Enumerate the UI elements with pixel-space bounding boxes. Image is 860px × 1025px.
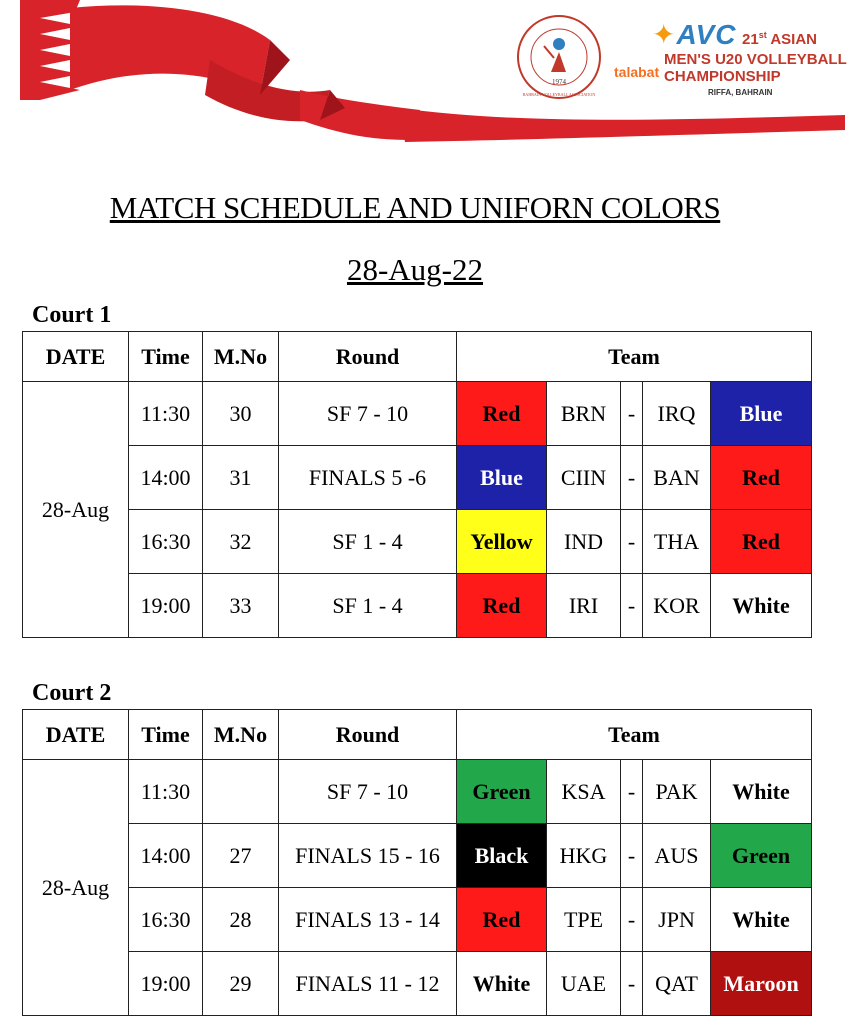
match-no-cell: 32 [203, 510, 279, 574]
team2-cell: THA [643, 510, 711, 574]
separator-cell: - [621, 446, 643, 510]
association-logo-icon [516, 14, 602, 100]
team1-cell: TPE [547, 888, 621, 952]
time-cell: 19:00 [129, 574, 203, 638]
time-cell: 19:00 [129, 952, 203, 1016]
court-1-table [22, 331, 812, 638]
table-row [23, 574, 812, 638]
svg-text:BAHRAIN VOLLEYBALL ASSOCIATION: BAHRAIN VOLLEYBALL ASSOCIATION [522, 92, 596, 97]
match-no-cell: 27 [203, 824, 279, 888]
page-title: MATCH SCHEDULE AND UNIFORN COLORS [109, 190, 721, 225]
table-row [23, 446, 812, 510]
separator-cell: - [621, 382, 643, 446]
ribbon-tail [400, 108, 845, 142]
team1-cell: IND [547, 510, 621, 574]
col-team: Team [457, 332, 812, 382]
separator-cell: - [621, 888, 643, 952]
team2-cell: AUS [643, 824, 711, 888]
time-cell: 16:30 [129, 888, 203, 952]
round-cell: SF 7 - 10 [279, 382, 457, 446]
table-row [23, 510, 812, 574]
time-cell: 11:30 [129, 382, 203, 446]
match-no-cell: 33 [203, 574, 279, 638]
team1-color-cell: Black [457, 824, 547, 888]
championship-line-1: MEN'S U20 VOLLEYBALL [664, 51, 847, 68]
table-row [23, 760, 812, 824]
team2-color-cell: Red [711, 510, 812, 574]
team2-color-cell: White [711, 888, 812, 952]
avc-logo: ✦AVC [652, 19, 737, 50]
separator-cell: - [621, 760, 643, 824]
round-cell: FINALS 13 - 14 [279, 888, 457, 952]
team1-cell: BRN [547, 382, 621, 446]
team1-color-cell: Red [457, 574, 547, 638]
match-no-cell: 28 [203, 888, 279, 952]
championship-line-2: CHAMPIONSHIP [664, 68, 781, 85]
table-row [23, 382, 812, 446]
court-2-table [22, 709, 812, 1016]
separator-cell: - [621, 952, 643, 1016]
team2-color-cell: Red [711, 446, 812, 510]
col-match-no: M.No [203, 332, 279, 382]
col-team: Team [457, 710, 812, 760]
round-cell: FINALS 5 -6 [279, 446, 457, 510]
team2-color-cell: Green [711, 824, 812, 888]
team2-color-cell: White [711, 760, 812, 824]
col-round: Round [279, 710, 457, 760]
separator-cell: - [621, 510, 643, 574]
team2-color-cell: Blue [711, 382, 812, 446]
col-time: Time [129, 332, 203, 382]
team2-cell: JPN [643, 888, 711, 952]
championship-logo [612, 18, 852, 108]
separator-cell: - [621, 824, 643, 888]
col-time: Time [129, 710, 203, 760]
court-1-label: Court 1 [32, 302, 112, 328]
team2-cell: BAN [643, 446, 711, 510]
time-cell: 16:30 [129, 510, 203, 574]
edition-label: 21st ASIAN [742, 30, 817, 48]
time-cell: 14:00 [129, 446, 203, 510]
team1-color-cell: White [457, 952, 547, 1016]
time-cell: 11:30 [129, 760, 203, 824]
round-cell: FINALS 11 - 12 [279, 952, 457, 1016]
team2-color-cell: White [711, 574, 812, 638]
time-cell: 14:00 [129, 824, 203, 888]
date-heading: 28-Aug-22 [346, 252, 484, 287]
svg-text:1974: 1974 [552, 78, 566, 86]
col-date: DATE [23, 332, 129, 382]
team2-cell: PAK [643, 760, 711, 824]
round-cell: SF 7 - 10 [279, 760, 457, 824]
col-match-no: M.No [203, 710, 279, 760]
team1-color-cell: Red [457, 888, 547, 952]
team2-cell: QAT [643, 952, 711, 1016]
team1-cell: UAE [547, 952, 621, 1016]
date-cell: 28-Aug [23, 382, 129, 638]
round-cell: FINALS 15 - 16 [279, 824, 457, 888]
separator-cell: - [621, 574, 643, 638]
match-no-cell: 31 [203, 446, 279, 510]
col-round: Round [279, 332, 457, 382]
court-2-label: Court 2 [32, 680, 112, 706]
venue-label: RIFFA, BAHRAIN [708, 88, 773, 97]
team1-color-cell: Blue [457, 446, 547, 510]
match-no-cell [203, 760, 279, 824]
team2-cell: KOR [643, 574, 711, 638]
round-cell: SF 1 - 4 [279, 574, 457, 638]
match-no-cell: 30 [203, 382, 279, 446]
date-cell: 28-Aug [23, 760, 129, 1016]
col-date: DATE [23, 710, 129, 760]
round-cell: SF 1 - 4 [279, 510, 457, 574]
team1-cell: HKG [547, 824, 621, 888]
team1-cell: IRI [547, 574, 621, 638]
table-header-row [23, 710, 812, 760]
sponsor-label: talabat [614, 64, 660, 80]
team2-cell: IRQ [643, 382, 711, 446]
team1-color-cell: Green [457, 760, 547, 824]
match-no-cell: 29 [203, 952, 279, 1016]
table-row [23, 888, 812, 952]
team1-cell: CIIN [547, 446, 621, 510]
table-header-row [23, 332, 812, 382]
team2-color-cell: Maroon [711, 952, 812, 1016]
team1-color-cell: Red [457, 382, 547, 446]
table-row [23, 952, 812, 1016]
team1-color-cell: Yellow [457, 510, 547, 574]
team1-cell: KSA [547, 760, 621, 824]
table-row [23, 824, 812, 888]
